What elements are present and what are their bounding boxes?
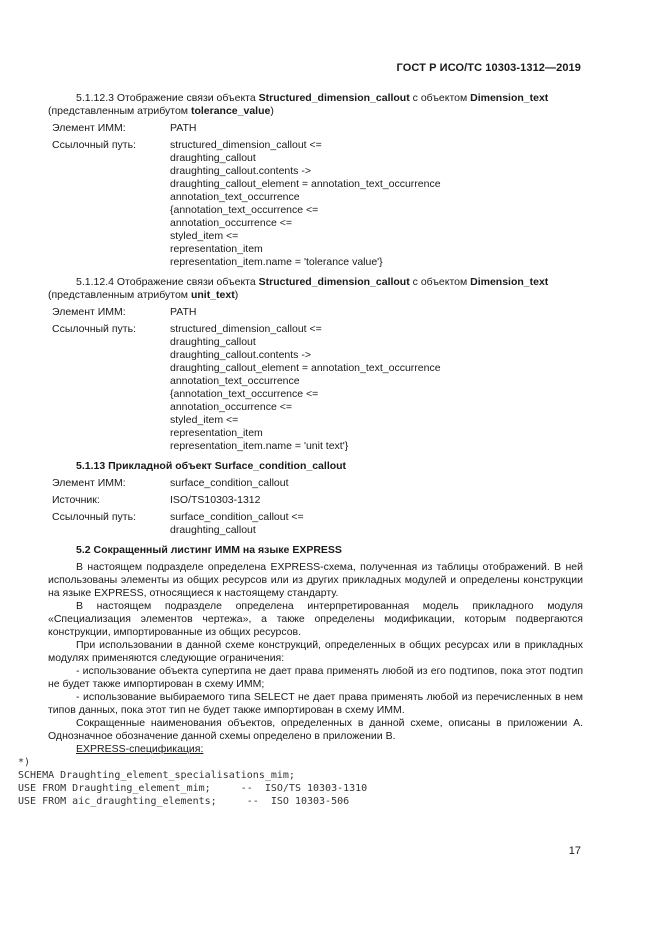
element-row	[48, 477, 583, 490]
element-row	[48, 122, 583, 135]
heading-text: )	[234, 289, 239, 301]
attribute-name: unit_text	[190, 289, 235, 301]
path-line: {annotation_text_occurrence <=	[170, 388, 319, 400]
target-object-name: Dimension_text	[470, 92, 549, 104]
paragraph: В настоящем подразделе определена интерпретированная модель прикладного модуля «Специализация элементов чертежа», а также определены модификации, которым подвергаются конструкции, импортированные из общих ресурсов.	[48, 600, 583, 638]
path-line: representation_item	[170, 427, 263, 439]
page-content	[18, 92, 583, 808]
page-number: 17	[568, 845, 581, 857]
heading-text: 5.1.12.4 Отображение связи объекта	[76, 276, 259, 288]
mapping-heading-unit-cont	[48, 289, 583, 302]
path-line: structured_dimension_callout <=	[170, 323, 322, 335]
code-line: *)	[18, 757, 31, 768]
document-header: ГОСТ Р ИСО/ТС 10303-1312—2019	[396, 62, 581, 74]
path-line: representation_item.name = 'unit text'}	[170, 440, 349, 452]
express-spec-label	[48, 743, 583, 756]
path-line: annotation_text_occurrence	[170, 191, 300, 203]
path-line: structured_dimension_callout <=	[170, 139, 322, 151]
path-row	[48, 511, 583, 537]
heading-text: )	[270, 105, 274, 117]
paragraph: Сокращенные наименования объектов, определенных в данной схеме, описаны в приложении А. Однозначное обозначение данной схемы определено в приложении В.	[48, 717, 583, 742]
mapping-heading-unit	[48, 276, 583, 289]
element-label: Элемент ИММ:	[52, 122, 126, 134]
paragraph: При использовании в данной схеме конструкций, определенных в общих ресурсах или в прикладных модулях применяются следующие ограничения:	[48, 639, 583, 664]
path-line: draughting_callout	[170, 524, 256, 536]
attribute-name: tolerance_value	[190, 105, 271, 117]
express-code-block	[18, 756, 583, 808]
paragraph: В настоящем подразделе определена EXPRESS-схема, полученная из таблицы отображений. В ней использованы элементы из общих ресурсов или из других прикладных модулей и определены конструкции на языке EXPRESS, относящиеся к настоящему стандарту.	[48, 561, 583, 599]
code-line: USE FROM aic_draughting_elements; -- ISO 10303-506	[18, 796, 350, 807]
heading-text: с объектом	[409, 276, 471, 288]
section-title-express-listing: 5.2 Сокращенный листинг ИММ на языке EXPRESS	[76, 544, 342, 556]
heading-text: (представленным атрибутом	[48, 105, 191, 117]
path-line: draughting_callout.contents ->	[170, 165, 311, 177]
path-line: styled_item <=	[170, 414, 239, 426]
element-value: PATH	[170, 122, 197, 134]
path-label: Ссылочный путь:	[52, 323, 136, 335]
path-line: annotation_text_occurrence	[170, 375, 300, 387]
source-row	[48, 494, 583, 507]
path-line: representation_item	[170, 243, 263, 255]
path-line: draughting_callout_element = annotation_text_occurrence	[170, 362, 441, 374]
express-spec-text: EXPRESS-спецификация:	[76, 743, 204, 755]
mapping-heading-tolerance-cont	[48, 105, 583, 118]
path-label: Ссылочный путь:	[52, 511, 136, 523]
code-line: SCHEMA Draughting_element_specialisations_mim;	[18, 770, 295, 781]
path-row	[48, 323, 583, 453]
element-value: surface_condition_callout	[170, 477, 289, 489]
path-line: draughting_callout	[170, 336, 256, 348]
path-line: annotation_occurrence <=	[170, 401, 293, 413]
reference-path	[170, 139, 583, 269]
object-name: Structured_dimension_callout	[258, 276, 410, 288]
section-title-surface-condition: 5.1.13 Прикладной объект Surface_condition_callout	[76, 460, 347, 472]
reference-path	[170, 511, 583, 537]
heading-text: (представленным атрибутом	[48, 289, 191, 301]
source-value: ISO/TS10303-1312	[170, 494, 261, 506]
path-line: surface_condition_callout <=	[170, 511, 304, 523]
list-item: - использование выбираемого типа SELECT не дает права применять любой из перечисленных в нем типов данных, пока этот тип не будет также импортирован в схему ИММ.	[48, 691, 583, 716]
heading-text: 5.1.12.3 Отображение связи объекта	[76, 92, 259, 104]
target-object-name: Dimension_text	[470, 276, 549, 288]
code-line: USE FROM Draughting_element_mim; -- ISO/TS 10303-1310	[18, 783, 368, 794]
path-row	[48, 139, 583, 269]
mapping-heading-tolerance	[48, 92, 583, 105]
path-line: annotation_occurrence <=	[170, 217, 293, 229]
reference-path	[170, 323, 583, 453]
list-item: - использование объекта супертипа не дает права применять любой из его подтипов, пока этот подтип не будет также импортирован в схему ИММ;	[48, 665, 583, 690]
element-value: PATH	[170, 306, 197, 318]
path-line: draughting_callout_element = annotation_text_occurrence	[170, 178, 441, 190]
path-line: styled_item <=	[170, 230, 239, 242]
element-label: Элемент ИММ:	[52, 477, 126, 489]
element-label: Элемент ИММ:	[52, 306, 126, 318]
path-label: Ссылочный путь:	[52, 139, 136, 151]
object-name: Structured_dimension_callout	[258, 92, 410, 104]
path-line: draughting_callout.contents ->	[170, 349, 311, 361]
path-line: draughting_callout	[170, 152, 256, 164]
path-line: representation_item.name = 'tolerance value'}	[170, 256, 383, 268]
path-line: {annotation_text_occurrence <=	[170, 204, 319, 216]
source-label: Источник:	[52, 494, 100, 506]
heading-text: с объектом	[409, 92, 471, 104]
element-row	[48, 306, 583, 319]
